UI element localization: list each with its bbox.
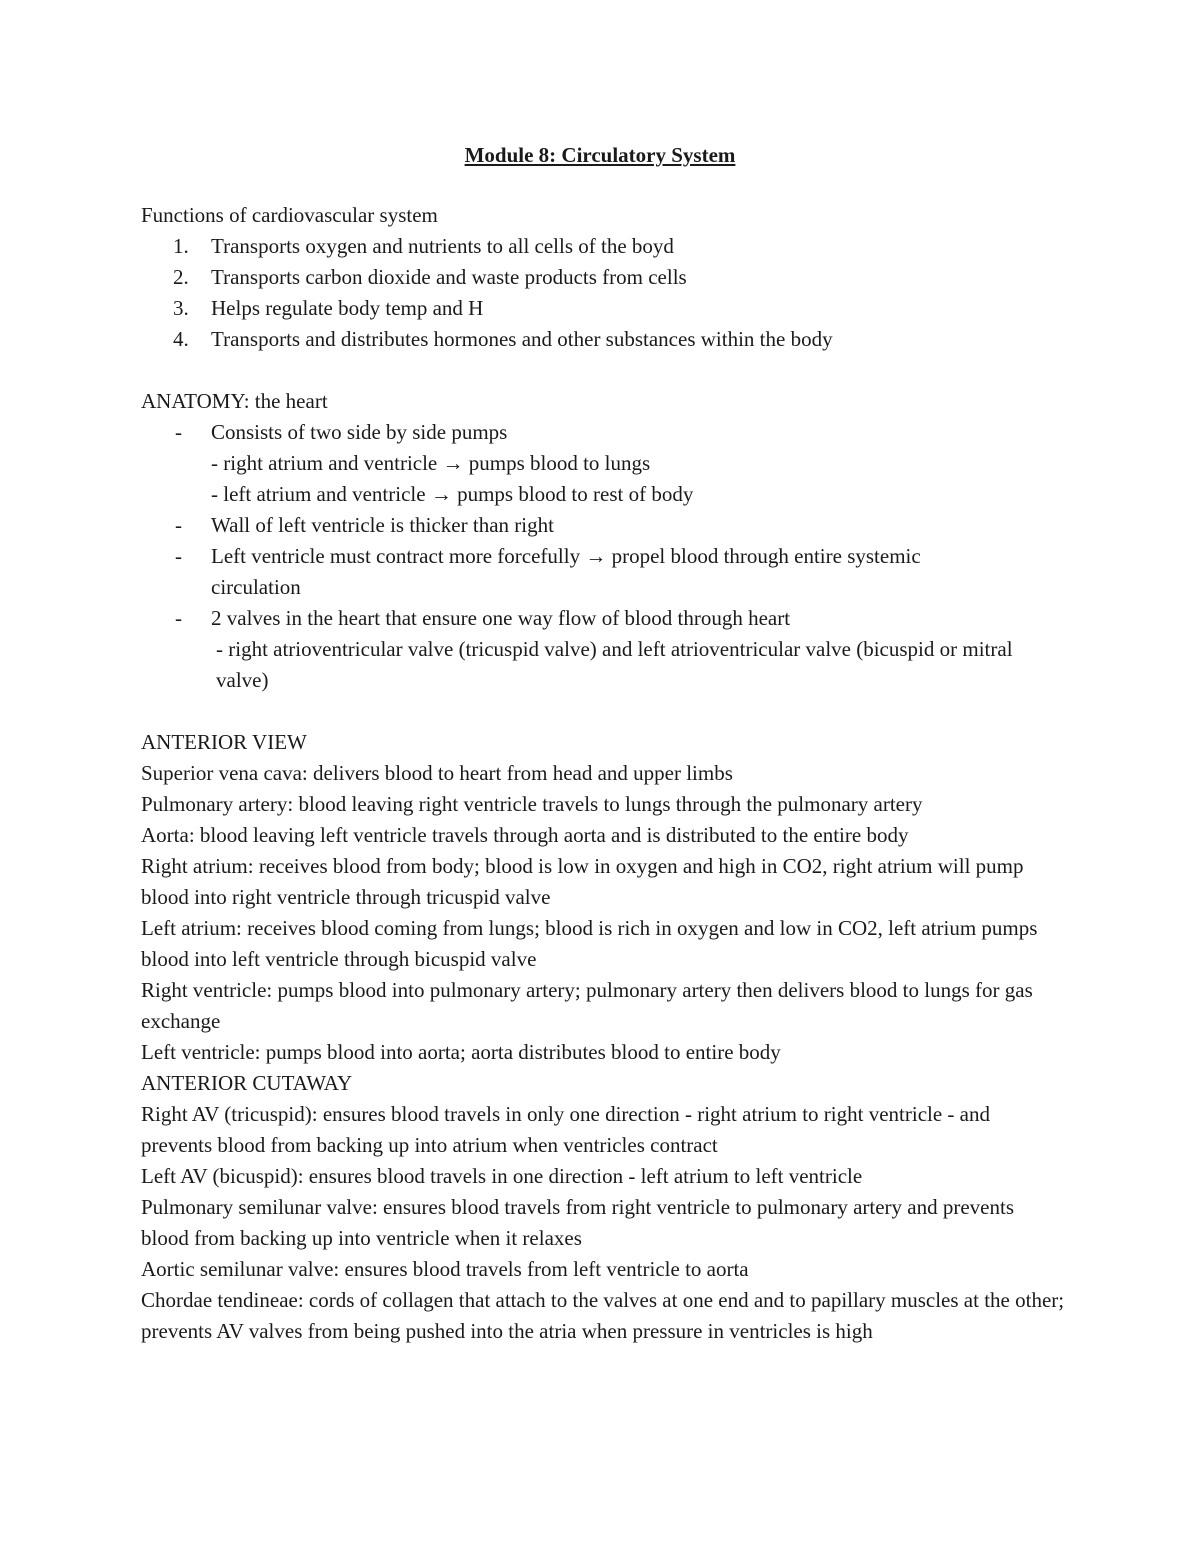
paragraph-line: Superior vena cava: delivers blood to heart from head and upper limbs [141,761,733,785]
bullet-text: 2 valves in the heart that ensure one way flow of blood through heart [211,606,791,630]
functions-heading: Functions of cardiovascular system [141,203,438,227]
spacer [141,696,1071,727]
bullet-item [141,417,1071,510]
anterior-view-section [141,758,1071,1068]
document-body [141,200,1071,1347]
bullet-item [141,541,1071,603]
sub-point: - left atrium and ventricle → pumps blood to rest of body [211,482,694,506]
paragraph-line: Pulmonary artery: blood leaving right ventricle travels to lungs through the pulmonary artery [141,792,923,816]
bullet-text: Wall of left ventricle is thicker than right [211,513,554,537]
document-title: Module 8: Circulatory System [464,143,736,167]
paragraph-line: Aorta: blood leaving left ventricle travels through aorta and is distributed to the entire body [141,823,909,847]
bullet-dash: - [175,544,182,568]
list-item-text: Transports carbon dioxide and waste products from cells [211,265,687,289]
paragraph-line: Pulmonary semilunar valve: ensures blood travels from right ventricle to pulmonary artery and prevents blood from backing up into ventricle when it relaxes [141,1195,1015,1250]
sub-point: - right atrioventricular valve (tricuspid valve) and left atrioventricular valve (bicuspid or mitral valve) [216,637,1013,692]
paragraph-line: Chordae tendineae: cords of collagen that attach to the valves at one end and to papillary muscles at the other; prevents AV valves from being pushed into the atria when pressure in ventricles is high [141,1288,1065,1343]
bullet-text: Consists of two side by side pumps [211,420,508,444]
sub-point: - right atrium and ventricle → pumps blood to lungs [211,451,651,475]
list-number: 2. [173,265,189,289]
anatomy-heading: ANATOMY: the heart [141,389,328,413]
bullet-dash: - [175,606,182,630]
paragraph-line: Left ventricle: pumps blood into aorta; aorta distributes blood to entire body [141,1040,781,1064]
anterior-cutaway-heading: ANTERIOR CUTAWAY [141,1071,353,1095]
bullet-dash: - [175,420,182,444]
anterior-view-heading: ANTERIOR VIEW [141,730,307,754]
spacer [141,355,1071,386]
list-item [141,231,1071,262]
paragraph-line: Right ventricle: pumps blood into pulmonary artery; pulmonary artery then delivers blood to lungs for gas exchange [141,978,1033,1033]
anterior-cutaway-section [141,1099,1071,1347]
list-item-text: Transports oxygen and nutrients to all cells of the boyd [211,234,674,258]
list-item-text: Transports and distributes hormones and other substances within the body [211,327,833,351]
list-number: 4. [173,327,189,351]
paragraph-line: Right atrium: receives blood from body; blood is low in oxygen and high in CO2, right atrium will pump blood into right ventricle through tricuspid valve [141,854,1024,909]
paragraph-line: Left atrium: receives blood coming from lungs; blood is rich in oxygen and low in CO2, left atrium pumps blood into left ventricle through bicuspid valve [141,916,1038,971]
list-number: 1. [173,234,189,258]
bullet-dash: - [175,513,182,537]
anatomy-list [141,417,1071,696]
paragraph-line: Aortic semilunar valve: ensures blood travels from left ventricle to aorta [141,1257,749,1281]
list-item-text: Helps regulate body temp and H [211,296,484,320]
bullet-item [141,603,1071,696]
paragraph-line: Left AV (bicuspid): ensures blood travels in one direction - left atrium to left ventricle [141,1164,863,1188]
bullet-text: Left ventricle must contract more forcefully → propel blood through entire systemic circulation [211,544,921,599]
functions-list [141,231,1071,355]
list-item [141,262,1071,293]
list-item [141,293,1071,324]
list-item [141,324,1071,355]
list-number: 3. [173,296,189,320]
paragraph-line: Right AV (tricuspid): ensures blood travels in only one direction - right atrium to right ventricle - and prevents blood from backing up into atrium when ventricles contract [141,1102,990,1157]
bullet-item [141,510,1071,541]
